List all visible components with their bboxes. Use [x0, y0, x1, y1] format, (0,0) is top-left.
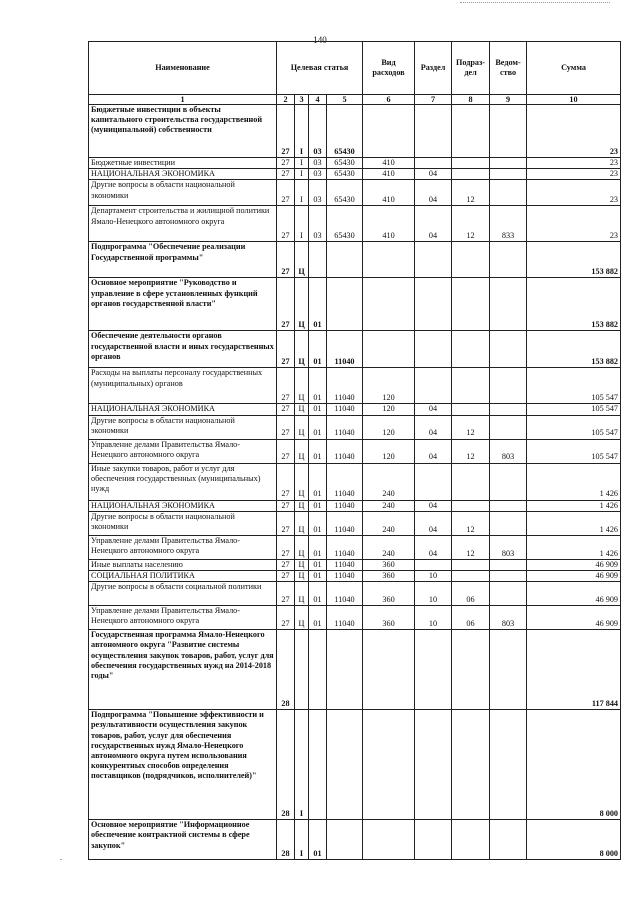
row-program-code: 27	[277, 415, 295, 439]
row-expense-type: 120	[363, 439, 415, 463]
row-program-code: 27	[277, 535, 295, 559]
row-activity-code: 01	[309, 606, 327, 630]
scan-corner-mark	[460, 2, 610, 4]
row-department	[490, 463, 527, 500]
row-direction-code: 65430	[327, 158, 363, 169]
row-name: Подпрограмма "Повышение эффективности и результативности осуществления закупок товаров, работ, услуг для обеспечения государственных нужд Ямало-Ненецкого автономного округа путем использования конкурентных способов определения поставщиков (подрядчиков, исполнителей)"	[89, 710, 277, 820]
header-amount: Сумма	[527, 42, 621, 95]
row-section: 04	[415, 439, 452, 463]
row-subsection	[452, 559, 490, 570]
table-header-row	[89, 42, 621, 95]
row-name: НАЦИОНАЛЬНАЯ ЭКОНОМИКА	[89, 404, 277, 415]
column-number: 6	[363, 95, 415, 105]
row-activity-code: 03	[309, 158, 327, 169]
row-subsection: 12	[452, 535, 490, 559]
row-program-code: 28	[277, 630, 295, 710]
table-row	[89, 559, 621, 570]
row-section	[415, 105, 452, 158]
row-program-code: 27	[277, 368, 295, 404]
row-program-code: 27	[277, 439, 295, 463]
row-subsection: 12	[452, 511, 490, 535]
row-direction-code: 65430	[327, 206, 363, 242]
row-name: НАЦИОНАЛЬНАЯ ЭКОНОМИКА	[89, 169, 277, 180]
row-department	[490, 710, 527, 820]
row-name: Управление делами Правительства Ямало-Ненецкого автономного округа	[89, 439, 277, 463]
row-subsection	[452, 278, 490, 331]
table-row	[89, 820, 621, 860]
row-section: 04	[415, 180, 452, 206]
row-department	[490, 582, 527, 606]
row-amount: 8 000	[527, 710, 621, 820]
row-subsection	[452, 331, 490, 368]
row-amount: 23	[527, 180, 621, 206]
row-department	[490, 559, 527, 570]
row-subprogram-code: Ц	[295, 415, 309, 439]
row-department	[490, 511, 527, 535]
row-section: 10	[415, 582, 452, 606]
row-expense-type: 120	[363, 368, 415, 404]
column-number: 5	[327, 95, 363, 105]
row-expense-type: 410	[363, 169, 415, 180]
row-department	[490, 278, 527, 331]
column-number: 2	[277, 95, 295, 105]
row-section	[415, 463, 452, 500]
row-department	[490, 242, 527, 278]
row-subprogram-code: Ц	[295, 606, 309, 630]
row-expense-type: 240	[363, 535, 415, 559]
table-row	[89, 206, 621, 242]
row-activity-code: 01	[309, 571, 327, 582]
column-number: 4	[309, 95, 327, 105]
row-activity-code: 01	[309, 463, 327, 500]
row-program-code: 27	[277, 242, 295, 278]
row-activity-code: 01	[309, 559, 327, 570]
row-name: Департамент строительства и жилищной политики Ямало-Ненецкого автономного округа	[89, 206, 277, 242]
row-name: Управление делами Правительства Ямало-Ненецкого автономного округа	[89, 535, 277, 559]
row-amount: 153 882	[527, 278, 621, 331]
row-amount: 23	[527, 206, 621, 242]
stray-mark: .	[60, 853, 62, 862]
row-amount: 23	[527, 169, 621, 180]
row-amount: 1 426	[527, 500, 621, 511]
row-activity-code: 03	[309, 105, 327, 158]
header-name: Наименование	[89, 42, 277, 95]
row-department	[490, 820, 527, 860]
row-direction-code	[327, 278, 363, 331]
table-row	[89, 630, 621, 710]
row-section: 04	[415, 206, 452, 242]
row-name: Другие вопросы в области национальной экономики	[89, 180, 277, 206]
row-name: Бюджетные инвестиции	[89, 158, 277, 169]
column-number: 3	[295, 95, 309, 105]
row-subprogram-code: Ц	[295, 404, 309, 415]
table-row	[89, 463, 621, 500]
row-subsection: 12	[452, 180, 490, 206]
row-amount: 46 909	[527, 571, 621, 582]
row-activity-code: 03	[309, 206, 327, 242]
row-program-code: 27	[277, 404, 295, 415]
table-row	[89, 105, 621, 158]
row-program-code: 27	[277, 463, 295, 500]
row-subprogram-code: I	[295, 158, 309, 169]
row-name: Иные закупки товаров, работ и услуг для обеспечения государственных (муниципальных) нужд	[89, 463, 277, 500]
header-department: Ведом-ство	[490, 42, 527, 95]
column-numbers-row	[89, 95, 621, 105]
column-number: 8	[452, 95, 490, 105]
row-direction-code: 11040	[327, 415, 363, 439]
row-activity-code	[309, 710, 327, 820]
row-name: Основное мероприятие "Руководство и управление в сфере установленных функций органов государственной власти"	[89, 278, 277, 331]
table-row	[89, 511, 621, 535]
row-subprogram-code: I	[295, 105, 309, 158]
row-amount: 153 882	[527, 331, 621, 368]
row-department	[490, 105, 527, 158]
column-number: 7	[415, 95, 452, 105]
row-program-code: 27	[277, 158, 295, 169]
table-row	[89, 278, 621, 331]
row-subprogram-code: Ц	[295, 511, 309, 535]
table-row	[89, 331, 621, 368]
row-subprogram-code	[295, 630, 309, 710]
row-department	[490, 415, 527, 439]
row-subprogram-code: I	[295, 820, 309, 860]
row-section: 04	[415, 404, 452, 415]
row-program-code: 27	[277, 500, 295, 511]
row-amount: 1 426	[527, 535, 621, 559]
row-department	[490, 180, 527, 206]
row-amount: 46 909	[527, 606, 621, 630]
row-expense-type	[363, 710, 415, 820]
row-activity-code: 01	[309, 511, 327, 535]
row-activity-code: 01	[309, 582, 327, 606]
table-row	[89, 439, 621, 463]
row-program-code: 27	[277, 331, 295, 368]
row-direction-code	[327, 820, 363, 860]
row-direction-code: 65430	[327, 169, 363, 180]
row-subsection	[452, 463, 490, 500]
row-subprogram-code: Ц	[295, 535, 309, 559]
row-department	[490, 571, 527, 582]
row-direction-code: 11040	[327, 404, 363, 415]
row-subprogram-code: Ц	[295, 500, 309, 511]
row-subprogram-code: Ц	[295, 242, 309, 278]
row-subprogram-code: Ц	[295, 278, 309, 331]
row-expense-type: 410	[363, 206, 415, 242]
row-expense-type: 360	[363, 582, 415, 606]
row-subprogram-code: Ц	[295, 582, 309, 606]
row-amount: 105 547	[527, 439, 621, 463]
header-expense-type: Вид расходов	[363, 42, 415, 95]
row-department	[490, 169, 527, 180]
row-section: 04	[415, 169, 452, 180]
budget-table	[88, 41, 621, 860]
row-subprogram-code: Ц	[295, 571, 309, 582]
row-subsection	[452, 404, 490, 415]
row-direction-code: 11040	[327, 331, 363, 368]
row-section	[415, 242, 452, 278]
row-activity-code: 03	[309, 169, 327, 180]
row-expense-type: 360	[363, 606, 415, 630]
row-activity-code	[309, 242, 327, 278]
row-amount: 117 844	[527, 630, 621, 710]
table-row	[89, 606, 621, 630]
row-expense-type: 410	[363, 158, 415, 169]
row-program-code: 28	[277, 710, 295, 820]
row-direction-code: 11040	[327, 559, 363, 570]
row-activity-code: 01	[309, 278, 327, 331]
row-program-code: 27	[277, 571, 295, 582]
row-direction-code: 11040	[327, 511, 363, 535]
row-activity-code: 01	[309, 368, 327, 404]
row-expense-type: 120	[363, 415, 415, 439]
row-subprogram-code: Ц	[295, 439, 309, 463]
column-number: 1	[89, 95, 277, 105]
row-subprogram-code: Ц	[295, 559, 309, 570]
row-subsection: 06	[452, 606, 490, 630]
row-section	[415, 368, 452, 404]
row-subsection: 12	[452, 415, 490, 439]
row-direction-code: 11040	[327, 439, 363, 463]
row-expense-type	[363, 278, 415, 331]
row-department: 803	[490, 606, 527, 630]
row-section: 04	[415, 500, 452, 511]
row-department: 803	[490, 535, 527, 559]
row-expense-type	[363, 331, 415, 368]
row-department	[490, 158, 527, 169]
row-section: 04	[415, 535, 452, 559]
row-subsection	[452, 500, 490, 511]
row-name: Основное мероприятие "Информационное обеспечение контрактной системы в сфере закупок"	[89, 820, 277, 860]
table-row	[89, 710, 621, 820]
row-expense-type: 120	[363, 404, 415, 415]
row-amount: 23	[527, 105, 621, 158]
table-body	[89, 105, 621, 860]
row-subprogram-code: I	[295, 206, 309, 242]
row-name: Бюджетные инвестиции в объекты капитального строительства государственной (муниципальной) собственности	[89, 105, 277, 158]
row-section	[415, 278, 452, 331]
row-section	[415, 559, 452, 570]
row-expense-type: 360	[363, 571, 415, 582]
row-program-code: 27	[277, 105, 295, 158]
row-amount: 23	[527, 158, 621, 169]
row-direction-code	[327, 630, 363, 710]
row-name: Управление делами Правительства Ямало-Ненецкого автономного округа	[89, 606, 277, 630]
row-department	[490, 500, 527, 511]
table-row	[89, 368, 621, 404]
row-activity-code: 01	[309, 500, 327, 511]
row-activity-code: 01	[309, 415, 327, 439]
row-section: 10	[415, 606, 452, 630]
row-subprogram-code: Ц	[295, 463, 309, 500]
row-subsection	[452, 630, 490, 710]
row-subsection	[452, 169, 490, 180]
row-activity-code	[309, 630, 327, 710]
column-number: 9	[490, 95, 527, 105]
row-expense-type: 360	[363, 559, 415, 570]
row-activity-code: 01	[309, 404, 327, 415]
row-direction-code	[327, 710, 363, 820]
row-expense-type: 240	[363, 500, 415, 511]
row-amount: 1 426	[527, 511, 621, 535]
row-subprogram-code: Ц	[295, 368, 309, 404]
row-direction-code: 11040	[327, 535, 363, 559]
row-expense-type: 240	[363, 511, 415, 535]
row-subsection: 06	[452, 582, 490, 606]
row-direction-code: 11040	[327, 582, 363, 606]
row-expense-type	[363, 630, 415, 710]
row-department: 803	[490, 439, 527, 463]
row-name: Расходы на выплаты персоналу государственных (муниципальных) органов	[89, 368, 277, 404]
row-name: Обеспечение деятельности органов государственной власти и иных государственных органов	[89, 331, 277, 368]
row-direction-code: 11040	[327, 606, 363, 630]
row-section	[415, 710, 452, 820]
row-department	[490, 331, 527, 368]
row-activity-code: 01	[309, 439, 327, 463]
row-amount: 46 909	[527, 559, 621, 570]
row-name: СОЦИАЛЬНАЯ ПОЛИТИКА	[89, 571, 277, 582]
row-subsection: 12	[452, 439, 490, 463]
table-row	[89, 180, 621, 206]
row-subsection: 12	[452, 206, 490, 242]
row-program-code: 27	[277, 180, 295, 206]
row-subprogram-code: Ц	[295, 331, 309, 368]
row-direction-code: 11040	[327, 463, 363, 500]
row-name: Другие вопросы в области национальной экономики	[89, 511, 277, 535]
row-direction-code: 65430	[327, 180, 363, 206]
row-subsection	[452, 368, 490, 404]
row-subsection	[452, 710, 490, 820]
row-amount: 105 547	[527, 415, 621, 439]
row-name: Другие вопросы в области социальной политики	[89, 582, 277, 606]
row-subsection	[452, 242, 490, 278]
row-program-code: 27	[277, 278, 295, 331]
table-row	[89, 169, 621, 180]
row-direction-code: 11040	[327, 368, 363, 404]
row-activity-code: 03	[309, 180, 327, 206]
row-program-code: 27	[277, 582, 295, 606]
row-section	[415, 820, 452, 860]
row-program-code: 28	[277, 820, 295, 860]
row-expense-type: 410	[363, 180, 415, 206]
row-name: Другие вопросы в области национальной экономики	[89, 415, 277, 439]
row-subsection	[452, 820, 490, 860]
column-number: 10	[527, 95, 621, 105]
row-activity-code: 01	[309, 535, 327, 559]
row-name: НАЦИОНАЛЬНАЯ ЭКОНОМИКА	[89, 500, 277, 511]
row-amount: 105 547	[527, 404, 621, 415]
table-row	[89, 242, 621, 278]
row-section: 04	[415, 415, 452, 439]
table-row	[89, 535, 621, 559]
row-program-code: 27	[277, 606, 295, 630]
row-section	[415, 630, 452, 710]
row-section: 10	[415, 571, 452, 582]
table-row	[89, 500, 621, 511]
row-name: Подпрограмма "Обеспечение реализации Государственной программы"	[89, 242, 277, 278]
table-row	[89, 404, 621, 415]
header-section: Раздел	[415, 42, 452, 95]
row-subprogram-code: I	[295, 180, 309, 206]
row-program-code: 27	[277, 169, 295, 180]
row-subsection	[452, 571, 490, 582]
table-row	[89, 415, 621, 439]
row-program-code: 27	[277, 511, 295, 535]
row-subsection	[452, 158, 490, 169]
row-subprogram-code: I	[295, 169, 309, 180]
row-amount: 46 909	[527, 582, 621, 606]
row-department: 833	[490, 206, 527, 242]
table-row	[89, 582, 621, 606]
row-expense-type	[363, 242, 415, 278]
row-direction-code	[327, 242, 363, 278]
row-program-code: 27	[277, 206, 295, 242]
row-department	[490, 368, 527, 404]
row-section	[415, 331, 452, 368]
row-amount: 153 882	[527, 242, 621, 278]
row-department	[490, 630, 527, 710]
row-expense-type	[363, 820, 415, 860]
table-row	[89, 571, 621, 582]
row-subprogram-code: I	[295, 710, 309, 820]
row-activity-code: 01	[309, 331, 327, 368]
row-amount: 8 000	[527, 820, 621, 860]
page-number: 140	[313, 35, 327, 45]
header-subsection: Подраз-дел	[452, 42, 490, 95]
row-direction-code: 11040	[327, 571, 363, 582]
row-amount: 1 426	[527, 463, 621, 500]
row-name: Иные выплаты населению	[89, 559, 277, 570]
row-section: 04	[415, 511, 452, 535]
row-name: Государственная программа Ямало-Ненецкого автономного округа "Развитие системы осуществления закупок товаров, работ, услуг для обеспечения государственных нужд на 2014-2018 годы"	[89, 630, 277, 710]
row-direction-code: 65430	[327, 105, 363, 158]
row-section	[415, 158, 452, 169]
row-subsection	[452, 105, 490, 158]
row-expense-type	[363, 105, 415, 158]
table-row	[89, 158, 621, 169]
row-direction-code: 11040	[327, 500, 363, 511]
row-department	[490, 404, 527, 415]
row-amount: 105 547	[527, 368, 621, 404]
header-target-article: Целевая статья	[277, 42, 363, 95]
row-expense-type: 240	[363, 463, 415, 500]
row-program-code: 27	[277, 559, 295, 570]
row-activity-code: 01	[309, 820, 327, 860]
